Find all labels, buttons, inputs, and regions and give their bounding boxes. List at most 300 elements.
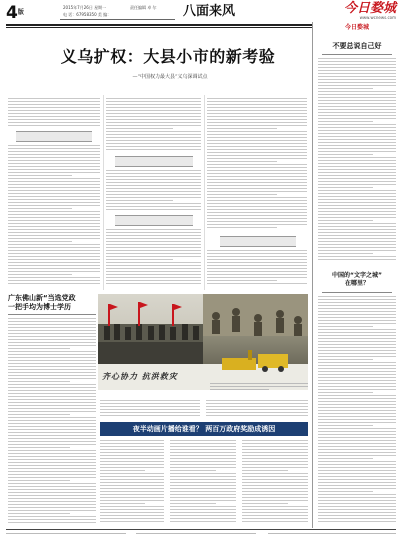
text-line <box>8 166 100 167</box>
text-line <box>8 387 96 388</box>
text-line <box>242 485 308 486</box>
text-line <box>100 403 200 404</box>
text-line <box>318 223 396 224</box>
text-line <box>318 226 396 227</box>
text-line <box>207 176 307 177</box>
text-line <box>8 393 96 394</box>
text-line <box>318 416 396 417</box>
text-line <box>207 164 307 165</box>
text-line <box>318 115 396 116</box>
text-line <box>207 119 307 120</box>
header-phone: 电 话：67958350 美 编： <box>63 12 112 17</box>
text-line <box>207 215 307 216</box>
text-line <box>8 211 100 212</box>
text-line <box>8 465 96 466</box>
text-line <box>170 506 236 507</box>
text-line <box>8 483 96 484</box>
text-line <box>318 145 396 146</box>
text-line <box>207 179 307 180</box>
text-line <box>8 417 96 418</box>
text-line <box>318 193 396 194</box>
text-line <box>8 501 96 502</box>
text-line <box>106 277 201 278</box>
text-line <box>318 253 373 254</box>
header-date: 2015年7月26日 星期一 <box>63 5 107 10</box>
text-line <box>170 509 236 510</box>
text-line <box>242 518 308 519</box>
text-line <box>170 488 236 489</box>
text-line <box>318 464 396 465</box>
text-line <box>318 374 396 375</box>
text-line <box>318 91 396 92</box>
text-line <box>100 464 164 465</box>
header-rule <box>60 19 175 20</box>
text-line <box>106 182 201 183</box>
text-line <box>242 482 308 483</box>
text-line <box>8 492 96 493</box>
text-line <box>106 265 201 266</box>
text-line <box>106 268 201 269</box>
text-line <box>8 247 100 248</box>
text-line <box>318 214 396 215</box>
text-line <box>8 489 96 490</box>
text-line <box>170 455 236 456</box>
right-mid-headline <box>318 272 396 288</box>
text-line <box>8 396 96 397</box>
left-headline-line-1: 广东佛山新“当选党政 <box>8 294 76 302</box>
text-line <box>106 253 201 254</box>
text-line <box>207 271 307 272</box>
text-line <box>242 470 288 471</box>
text-line <box>318 359 373 360</box>
text-line <box>318 362 396 363</box>
text-line <box>318 470 396 471</box>
text-line <box>106 191 201 192</box>
text-line <box>106 209 201 210</box>
text-line <box>106 173 201 174</box>
text-line <box>8 277 100 278</box>
text-line <box>318 371 396 372</box>
text-line <box>318 244 396 245</box>
text-line <box>242 458 308 459</box>
text-line <box>318 208 396 209</box>
text-line <box>318 181 396 182</box>
text-line <box>318 100 396 101</box>
text-line <box>207 98 307 99</box>
right-column-body-2 <box>318 296 396 526</box>
text-line <box>106 101 201 102</box>
text-line <box>207 152 307 153</box>
text-line <box>8 244 100 245</box>
text-line <box>318 148 396 149</box>
text-line <box>207 101 307 102</box>
text-line <box>100 509 164 510</box>
text-line <box>106 238 201 239</box>
news-photo <box>98 294 308 390</box>
text-line <box>8 265 100 266</box>
text-line <box>318 196 396 197</box>
text-line <box>106 170 201 171</box>
text-line <box>100 506 164 507</box>
text-line <box>8 220 100 221</box>
text-line <box>318 178 396 179</box>
text-line <box>242 500 308 501</box>
text-line <box>8 193 100 194</box>
text-line <box>318 184 396 185</box>
text-line <box>207 125 307 126</box>
text-line <box>318 521 396 522</box>
text-line <box>318 82 396 83</box>
text-line <box>8 498 96 499</box>
text-line <box>100 406 200 407</box>
text-line <box>106 122 201 123</box>
text-line <box>106 197 201 198</box>
text-line <box>170 473 236 474</box>
text-line <box>318 347 396 348</box>
text-line <box>318 380 396 381</box>
text-line <box>106 200 173 201</box>
text-line <box>100 412 200 413</box>
text-line <box>207 122 307 123</box>
right-column-body-1 <box>318 58 396 264</box>
text-line <box>106 232 201 233</box>
text-line <box>318 512 396 513</box>
text-line <box>318 76 396 77</box>
text-line <box>207 110 307 111</box>
text-line <box>207 155 307 156</box>
text-line <box>318 428 396 429</box>
text-line <box>106 131 201 132</box>
text-line <box>8 196 100 197</box>
text-line <box>318 70 396 71</box>
text-line <box>8 229 100 230</box>
text-line <box>8 336 96 337</box>
text-line <box>207 212 307 213</box>
text-line <box>8 447 70 448</box>
text-line <box>242 521 308 522</box>
text-line <box>8 226 100 227</box>
text-line <box>318 157 396 158</box>
section-tag-1 <box>16 131 92 142</box>
footer-strip <box>6 532 396 536</box>
text-line <box>8 199 100 200</box>
text-line <box>106 259 173 260</box>
text-line <box>318 386 396 387</box>
text-line <box>318 202 396 203</box>
text-line <box>106 104 201 105</box>
body-column-2c <box>106 229 201 287</box>
text-line <box>170 443 236 444</box>
text-line <box>8 271 100 272</box>
text-line <box>8 280 100 281</box>
text-line <box>318 485 396 486</box>
text-line <box>106 110 201 111</box>
text-line <box>106 283 201 284</box>
bottom-column-1 <box>100 440 164 526</box>
text-line <box>207 182 307 183</box>
text-line <box>170 521 236 522</box>
text-line <box>318 106 396 107</box>
text-line <box>318 503 396 504</box>
text-line <box>242 491 308 492</box>
text-line <box>318 368 396 369</box>
article-headline: 义乌扩权：大县小市的新考验 <box>60 47 276 66</box>
text-line <box>8 223 100 224</box>
bottom-banner <box>100 422 308 436</box>
text-line <box>242 494 308 495</box>
bottom-column-3 <box>242 440 308 526</box>
text-line <box>8 250 100 251</box>
text-line <box>318 341 396 342</box>
text-line <box>207 197 307 198</box>
text-line <box>8 274 72 275</box>
footer-rule <box>6 529 396 530</box>
body-column-1b <box>8 145 100 287</box>
text-line <box>242 476 308 477</box>
text-line <box>170 494 236 495</box>
left-article-body <box>8 318 96 526</box>
text-line <box>207 173 307 174</box>
text-line <box>8 151 100 152</box>
text-line <box>8 474 96 475</box>
bottom-banner-headline: 夜半动画片播给谁看？ 两百万政府奖励成诱因 <box>132 425 276 433</box>
text-line <box>207 167 307 168</box>
body-column-2 <box>106 98 201 153</box>
text-line <box>8 172 100 173</box>
text-line <box>318 175 396 176</box>
text-line <box>207 170 307 171</box>
text-line <box>106 179 201 180</box>
top-rule <box>6 24 312 26</box>
text-line <box>8 125 100 126</box>
text-line <box>8 184 100 185</box>
text-line <box>207 250 307 251</box>
text-line <box>318 169 396 170</box>
text-line <box>242 467 308 468</box>
text-line <box>100 476 164 477</box>
text-line <box>318 467 396 468</box>
text-line <box>318 401 396 402</box>
text-line <box>8 116 100 117</box>
text-line <box>106 143 201 144</box>
text-line <box>8 468 96 469</box>
text-line <box>318 314 396 315</box>
text-line <box>8 459 96 460</box>
text-line <box>318 121 373 122</box>
text-line <box>318 377 396 378</box>
text-line <box>8 381 70 382</box>
text-line <box>242 479 308 480</box>
text-line <box>318 151 396 152</box>
text-line <box>207 274 307 275</box>
text-line <box>207 203 307 204</box>
text-line <box>318 389 396 390</box>
text-line <box>8 333 96 334</box>
text-line <box>8 104 100 105</box>
text-line <box>318 338 396 339</box>
text-line <box>318 130 396 131</box>
photo-caption-large: 齐心协力 抗洪救灾 <box>102 371 178 381</box>
text-line <box>318 476 396 477</box>
text-line <box>8 154 100 155</box>
text-line <box>8 438 96 439</box>
text-line <box>318 392 373 393</box>
text-line <box>8 163 100 164</box>
text-line <box>100 521 164 522</box>
text-line <box>106 256 201 257</box>
text-line <box>170 446 236 447</box>
text-line <box>170 449 236 450</box>
right-top-headline: 不要总说自己好 <box>332 42 382 50</box>
text-line <box>100 467 164 468</box>
text-line <box>170 467 236 468</box>
text-line <box>318 94 396 95</box>
text-line <box>318 425 373 426</box>
text-line <box>8 208 72 209</box>
text-line <box>207 140 307 141</box>
text-line <box>318 320 396 321</box>
text-line <box>318 422 396 423</box>
text-line <box>318 458 373 459</box>
text-line <box>8 354 96 355</box>
text-line <box>206 412 308 413</box>
text-line <box>100 512 164 513</box>
text-line <box>206 406 308 407</box>
text-line <box>8 241 72 242</box>
text-line <box>106 149 201 150</box>
text-line <box>318 302 396 303</box>
text-line <box>318 494 396 495</box>
text-line <box>242 503 288 504</box>
text-line <box>100 479 164 480</box>
text-line <box>8 441 96 442</box>
text-line <box>207 280 277 281</box>
column-divider-1 <box>103 95 104 290</box>
text-line <box>242 461 308 462</box>
text-line <box>8 426 96 427</box>
text-line <box>8 259 100 260</box>
text-line <box>318 446 396 447</box>
right-column-divider <box>312 22 313 528</box>
text-line <box>318 332 396 333</box>
text-line <box>242 488 308 489</box>
text-line <box>106 280 201 281</box>
text-line <box>207 221 307 222</box>
text-line <box>8 357 96 358</box>
text-line <box>8 435 96 436</box>
text-line <box>8 420 96 421</box>
text-line <box>207 262 307 263</box>
text-line <box>318 124 396 125</box>
text-line <box>106 241 201 242</box>
text-line <box>318 440 396 441</box>
text-line <box>318 160 396 161</box>
text-line <box>318 109 396 110</box>
text-line <box>100 449 164 450</box>
text-line <box>100 452 164 453</box>
text-line <box>8 363 96 364</box>
text-line <box>8 232 100 233</box>
text-line <box>8 495 96 496</box>
text-line <box>318 79 396 80</box>
text-line <box>318 139 396 140</box>
bottom-column-2 <box>170 440 236 526</box>
text-line <box>242 497 308 498</box>
text-line <box>8 360 96 361</box>
text-line <box>106 244 201 245</box>
text-line <box>100 455 164 456</box>
text-line <box>207 143 307 144</box>
text-line <box>8 480 70 481</box>
text-line <box>106 119 201 120</box>
text-line <box>318 190 396 191</box>
text-line <box>318 235 396 236</box>
text-line <box>8 372 96 373</box>
text-line <box>8 253 100 254</box>
text-line <box>170 491 236 492</box>
text-line <box>100 470 145 471</box>
text-line <box>207 185 307 186</box>
page-number <box>6 4 24 22</box>
text-line <box>8 238 100 239</box>
text-line <box>106 113 201 114</box>
text-line <box>106 134 201 135</box>
text-line <box>106 229 201 230</box>
text-line <box>318 217 396 218</box>
text-line <box>318 64 396 65</box>
text-line <box>318 407 396 408</box>
text-line <box>8 98 100 99</box>
text-line <box>170 518 236 519</box>
text-line <box>8 390 96 391</box>
text-line <box>242 446 308 447</box>
text-line <box>318 365 396 366</box>
text-line <box>318 247 396 248</box>
body-column-4 <box>100 400 200 420</box>
text-line <box>170 497 236 498</box>
text-line <box>8 110 100 111</box>
text-line <box>318 419 396 420</box>
text-line <box>318 133 396 134</box>
text-line <box>106 116 201 117</box>
text-line <box>170 485 236 486</box>
text-line <box>318 509 396 510</box>
text-line <box>318 350 396 351</box>
left-headline-rule <box>8 314 96 315</box>
text-line <box>207 224 307 225</box>
column-divider-2 <box>204 95 205 290</box>
text-line <box>170 503 216 504</box>
text-line <box>8 214 100 215</box>
page-number-suffix: 版 <box>17 9 24 16</box>
text-line <box>207 209 307 210</box>
page-number-value: 4 <box>6 3 18 23</box>
text-line <box>8 283 100 284</box>
text-line <box>106 140 201 141</box>
text-line <box>170 458 236 459</box>
text-line <box>318 299 396 300</box>
text-line <box>8 504 96 505</box>
text-line <box>8 268 100 269</box>
text-line <box>8 507 96 508</box>
text-line <box>318 241 396 242</box>
section-tag-3 <box>115 215 193 226</box>
text-line <box>8 423 96 424</box>
text-line <box>8 321 96 322</box>
text-line <box>318 250 396 251</box>
text-line <box>8 145 100 146</box>
text-line <box>8 414 70 415</box>
